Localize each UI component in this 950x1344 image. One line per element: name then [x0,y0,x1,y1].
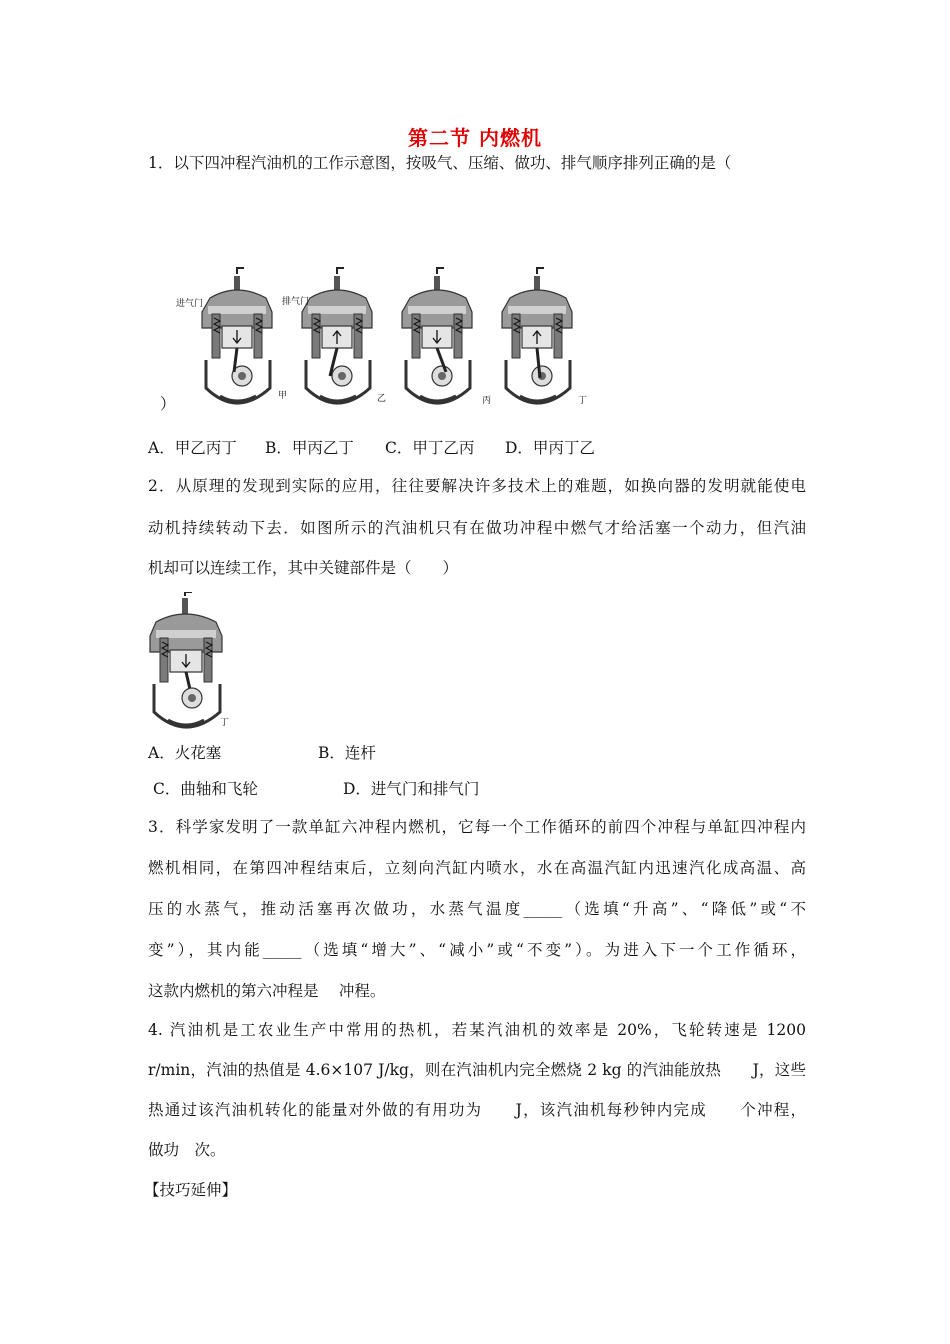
q4-line-1: 4. 汽油机是工农业生产中常用的热机，若某汽油机的效率是 20%，飞轮转速是 1200 [148,1021,806,1039]
q2-option-d: D．进气门和排气门 [343,780,480,798]
q1-stem: 1．以下四冲程汽油机的工作示意图，按吸气、压缩、做功、排气顺序排列正确的是（ [148,154,732,172]
q3-line-5: 这款内燃机的第六冲程是 冲程。 [148,982,386,1000]
q3-line-2: 燃机相同，在第四冲程结束后，立刻向汽缸内喷水，水在高温汽缸内迅速汽化成高温、高 [148,859,806,877]
q2-option-b: B．连杆 [318,744,376,762]
engine-diagrams [170,266,610,411]
figure-label-bing: 丙 [482,396,492,406]
q1-option-a: A．甲乙丙丁 [148,439,237,457]
q1-option-c: C．甲丁乙丙 [385,439,475,457]
q3-line-3: 压的水蒸气，推动活塞再次做功，水蒸气温度_____（选填“升高”、“降低”或“不 [148,900,806,918]
page-title: 第二节 内燃机 [408,126,542,150]
intake-valve-label: 进气门 [176,299,204,309]
q2-line-2: 动机持续转动下去．如图所示的汽油机只有在做功冲程中燃气才给活塞一个动力，但汽油 [148,519,806,537]
figure-label-ding: 丁 [578,396,588,406]
section-heading: 【技巧延伸】 [144,1181,238,1199]
q1-option-d: D．甲丙丁乙 [505,439,595,457]
q4-line-3: 热通过该汽油机转化的能量对外做的有用功为 J，该汽油机每秒钟内完成 个冲程， [148,1101,806,1119]
exhaust-valve-label: 排气门 [282,297,310,307]
figure-label-jia: 甲 [278,391,288,401]
q2-figure-label: 丁 [220,718,230,728]
q4-line-2: r/min，汽油的热值是 4.6×107 J/kg，则在汽油机内完全燃烧 2 kg 的汽油能放热 J，这些 [148,1061,806,1079]
q1-close-paren: ） [160,395,176,413]
q2-option-a: A．火花塞 [148,744,222,762]
q1-option-b: B．甲丙乙丁 [265,439,354,457]
q2-option-c: C．曲轴和飞轮 [153,780,258,798]
engine-diagram-ding [146,592,236,730]
q3-line-1: 3．科学家发明了一款单缸六冲程内燃机，它每一个工作循环的前四个冲程与单缸四冲程内 [148,818,806,836]
q2-line-1: 2．从原理的发现到实际的应用，往往要解决许多技术上的难题，如换向器的发明就能使电 [148,477,806,495]
q2-line-3: 机却可以连续工作，其中关键部件是（ ） [148,559,459,577]
q3-line-4: 变”），其内能_____（选填“增大”、“减小”或“不变”）。为进入下一个工作循环， [148,941,806,959]
figure-label-yi: 乙 [377,394,387,404]
q4-line-4: 做功 次。 [148,1141,226,1159]
